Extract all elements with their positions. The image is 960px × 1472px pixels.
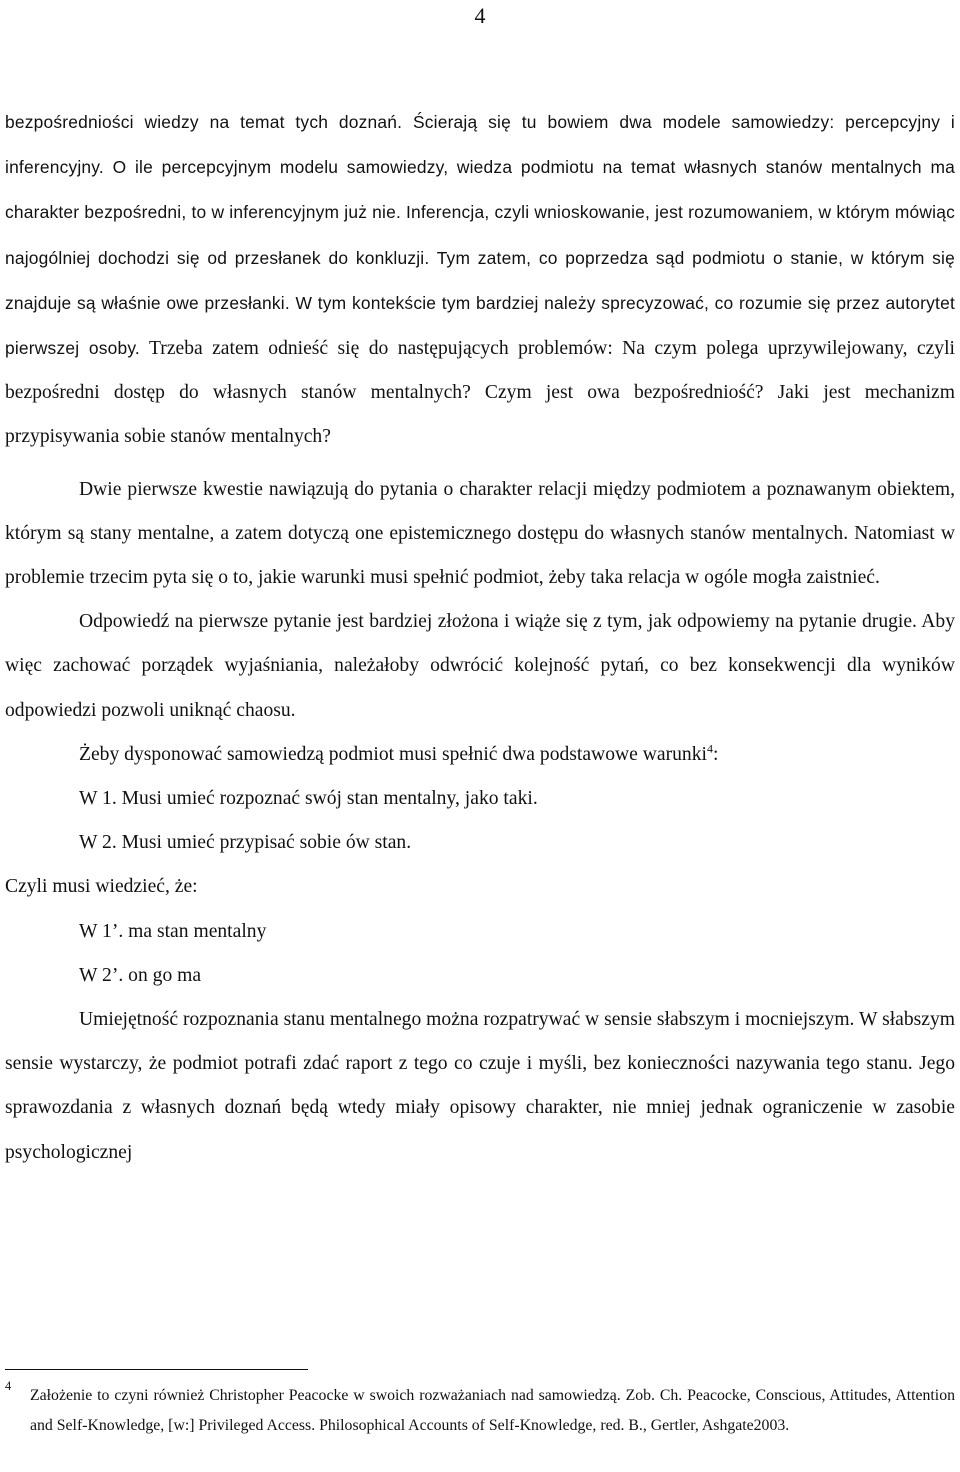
- paragraph-5: Umiejętność rozpoznania stanu mentalnego można rozpatrywać w sensie słabszym i mocniejszym. W słabszym sensie wystarczy, że podmiot potrafi zdać raport z tego co czuje i myśli, bez konieczności nazywania tego stanu. Jego sprawozdania z własnych doznań będą wtedy miały opisowy charakter, nie mniej jednak ograniczenie w zasobie psychologicznej: [5, 1009, 955, 1163]
- footnote-text: Założenie to czyni również Christopher Peacocke w swoich rozważaniach nad samowiedzą. Zob. Ch. Peacocke, Conscious, Attitudes, Attention and Self-Knowledge, [w:] Privileged Access. Philosophical Accounts of Self-Knowledge, red. B., Gertler, Ashgate2003.: [30, 1387, 955, 1434]
- page-number: 4: [474, 3, 486, 28]
- paragraph-4-text: Żeby dysponować samowiedzą podmiot musi spełnić dwa podstawowe warunki: [79, 743, 707, 765]
- paragraph-1: [5, 100, 955, 460]
- paragraph-1-sans-part: bezpośredniości wiedzy na temat tych doznań. Ścierają się tu bowiem dwa modele samowiedzy: percepcyjny i inferencyjny. O ile percepcyjnym modelu samowiedzy, wiedza podmiotu na temat własnych stanów mentalnych ma charakter bezpośredni, to w inferencyjnym już nie.: [5, 112, 955, 223]
- paragraph-1-inference-part: Inferencja, czyli wnioskowanie, jest rozumowaniem, w którym mówiąc najogólniej dochodzi się od przesłanek do konkluzji. Tym zatem, co poprzedza sąd podmiotu o stanie, w którym się znajduje są właśnie owe przesłanki. W tym kontekście tym bardziej należy sprecyzować, co rozumie się przez autorytet pierwszej osoby.: [5, 202, 955, 359]
- condition-w2-prime: W 2’. on go ma: [79, 964, 202, 986]
- paragraph-4-colon: :: [712, 743, 719, 765]
- paragraph-2: Dwie pierwsze kwestie nawiązują do pytania o charakter relacji między podmiotem a poznawanym obiektem, którym są stany mentalne, a zatem dotyczą one epistemicznego dostępu do własnych stanów mentalnych. Natomiast w problemie trzecim pyta się o to, jakie warunki musi spełnić podmiot, żeby taka relacja w ogóle mogła zaistnieć.: [5, 478, 955, 589]
- paragraph-1-questions-part: Trzeba zatem odnieść się do następujących problemów: Na czym polega uprzywilejowany, czyli bezpośredni dostęp do własnych stanów mentalnych? Czym jest owa bezpośredniość? Jaki jest mechanizm przypisywania sobie stanów mentalnych?: [5, 338, 955, 448]
- footnote-mark: 4: [5, 1379, 12, 1393]
- footnote: [5, 1381, 955, 1440]
- condition-w1-prime: W 1’. ma stan mentalny: [79, 920, 267, 942]
- body-text: [5, 100, 955, 1175]
- czyli-line: Czyli musi wiedzieć, że:: [5, 876, 198, 898]
- paragraph-4: [5, 733, 955, 777]
- footnote-separator: [5, 1369, 308, 1370]
- paragraph-3: Odpowiedź na pierwsze pytanie jest bardziej złożona i wiąże się z tym, jak odpowiemy na pytanie drugie. Aby więc zachować porządek wyjaśniania, należałoby odwrócić kolejność pytań, co bez konsekwencji dla wyników odpowiedzi pozwoli uniknąć chaosu.: [5, 611, 955, 721]
- footnote-reference: 4: [706, 741, 713, 756]
- condition-w1: W 1. Musi umieć rozpoznać swój stan mentalny, jako taki.: [79, 788, 538, 810]
- condition-w2: W 2. Musi umieć przypisać sobie ów stan.: [79, 832, 412, 854]
